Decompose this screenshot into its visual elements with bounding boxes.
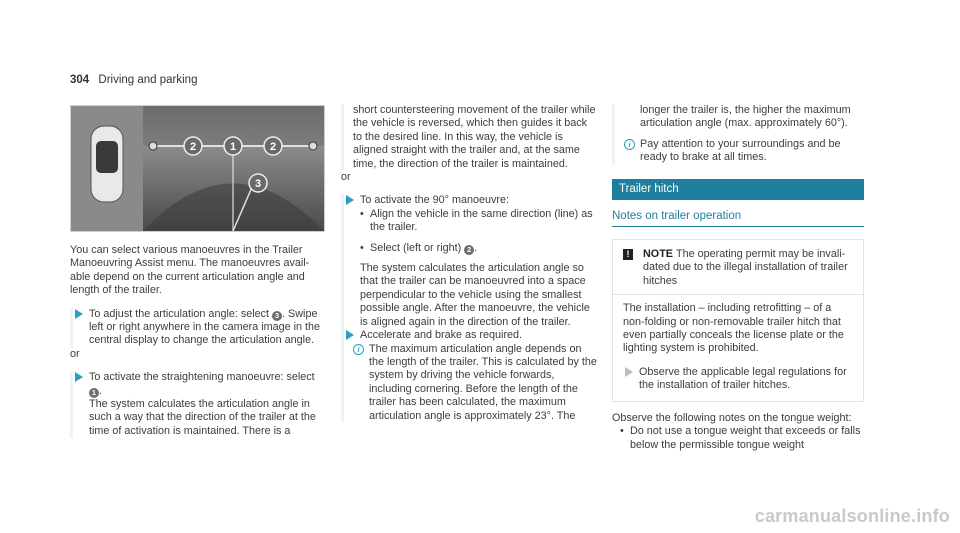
arrow-icon [75, 309, 83, 319]
warning-icon: ! [623, 249, 633, 260]
step-straightening: To activate the straightening manoeuvre: select 1 . The system calculates the articulation angle in such a way that the direction of the trailer at the time of activation is maintained. There is a [70, 371, 326, 438]
callout-3 [249, 174, 267, 192]
info-icon: i [353, 344, 364, 355]
callout-2-left [184, 137, 202, 155]
info-continued: longer the trailer is, the higher the maximum articulation angle (max. approximately 60°). i Pay attention to your surroundings and be ready to brake at all times. [612, 104, 864, 165]
column-1 [70, 244, 326, 438]
column-2 [341, 104, 597, 423]
right-marker [309, 142, 317, 150]
straightening-body: The system calculates the articulation angle in such a way that the direction of the trailer at the time of activation is maintained. There is a [89, 398, 316, 437]
svg-text:2: 2 [189, 141, 197, 153]
arrow-icon [346, 195, 354, 205]
car-roof [96, 141, 118, 173]
step-90-manoeuvre: To activate the 90° manoeuvre: • Align the vehicle in the same direction (line) as the trailer. • Select (left or right) 2 . The system calculates the articulation angle so that the trailer can be manoeuvred into a space perpendicular to the vehicle using the smallest possible angle. After the manoeuvre, the vehicle is aligned again in the direction of the trailer. [341, 194, 597, 329]
badge-1: 1 [89, 388, 99, 398]
arrow-icon [625, 367, 633, 377]
or-text: or [70, 347, 80, 360]
column-3 [612, 104, 864, 452]
left-marker [149, 142, 157, 150]
list-item: • Align the vehicle in the same direction (line) as the trailer. [360, 208, 597, 235]
svg-text:1: 1 [229, 141, 237, 153]
note-box: ! NOTE The operating permit may be invali- dated due to the illegal installation of trailer hitches The installation – including retrofitting – of a non-folding or non-removable trailer hitch that even partially conceals the license plate or the lighting system is prohibited. Observe the applicable legal regulations for the installation of trailer hitches. [612, 239, 864, 402]
section-banner: Trailer hitch [612, 179, 864, 200]
svg-text:3: 3 [254, 178, 262, 190]
or-text: or [341, 171, 351, 184]
callout-2-right [264, 137, 282, 155]
list-item: • Select (left or right) 2 . [360, 242, 597, 255]
tongue-weight-intro: Observe the following notes on the tongue weight: [612, 411, 852, 424]
camera-illustration [71, 106, 324, 231]
straightening-continued: short countersteering movement of the trailer while the vehicle is reversed, which then guides it back to the desired line. In this way, the vehicle is aligned straight with the trailer and, at the same time, the direction of the trailer is maintained. [341, 104, 597, 171]
page-number: 304 [70, 74, 90, 86]
manoeuvre-body: The system calculates the articulation angle so that the trailer can be manoeuvred into a space perpendicular to the vehicle using the smallest possible angle. After the manoeuvre, the vehicle is aligned again in the direction of the trailer. [360, 262, 590, 328]
info-icon: i [624, 139, 635, 150]
arrow-icon [75, 372, 83, 382]
badge-2: 2 [464, 245, 474, 255]
arrow-icon [346, 330, 354, 340]
step-accelerate: Accelerate and brake as required. [341, 329, 597, 342]
page-header [70, 74, 197, 86]
section-title: Driving and parking [98, 74, 198, 86]
intro-text: You can select various manoeuvres in the Trailer Manoeuvring Assist menu. The manoeuvres avail- able depend on the current articulation angle and length of the trailer. [70, 244, 310, 297]
badge-3: 3 [272, 311, 282, 321]
note-step: Observe the applicable legal regulations for the installation of trailer hitches. [623, 366, 855, 393]
step-articulation-angle: To adjust the articulation angle: select 3 . Swipe left or right anywhere in the camera image in the central display to change the articulation angle. [70, 308, 326, 348]
svg-text:2: 2 [269, 141, 277, 153]
info-articulation: i The maximum articulation angle depends on the length of the trailer. This is calculated by the system by driving the vehicle forwards, including cornering. Before the length of the trailer has been calculated, the maximum articulation angle is approximately 23°. The [341, 343, 597, 423]
callout-1 [224, 137, 242, 155]
list-item: • Do not use a tongue weight that exceeds or falls below the permissible tongue weight [620, 425, 864, 452]
subsection-heading: Notes on trailer operation [612, 210, 864, 227]
watermark: carmanualsonline.info [754, 506, 950, 526]
camera-figure [70, 105, 325, 232]
note-keyword: NOTE [643, 248, 673, 261]
